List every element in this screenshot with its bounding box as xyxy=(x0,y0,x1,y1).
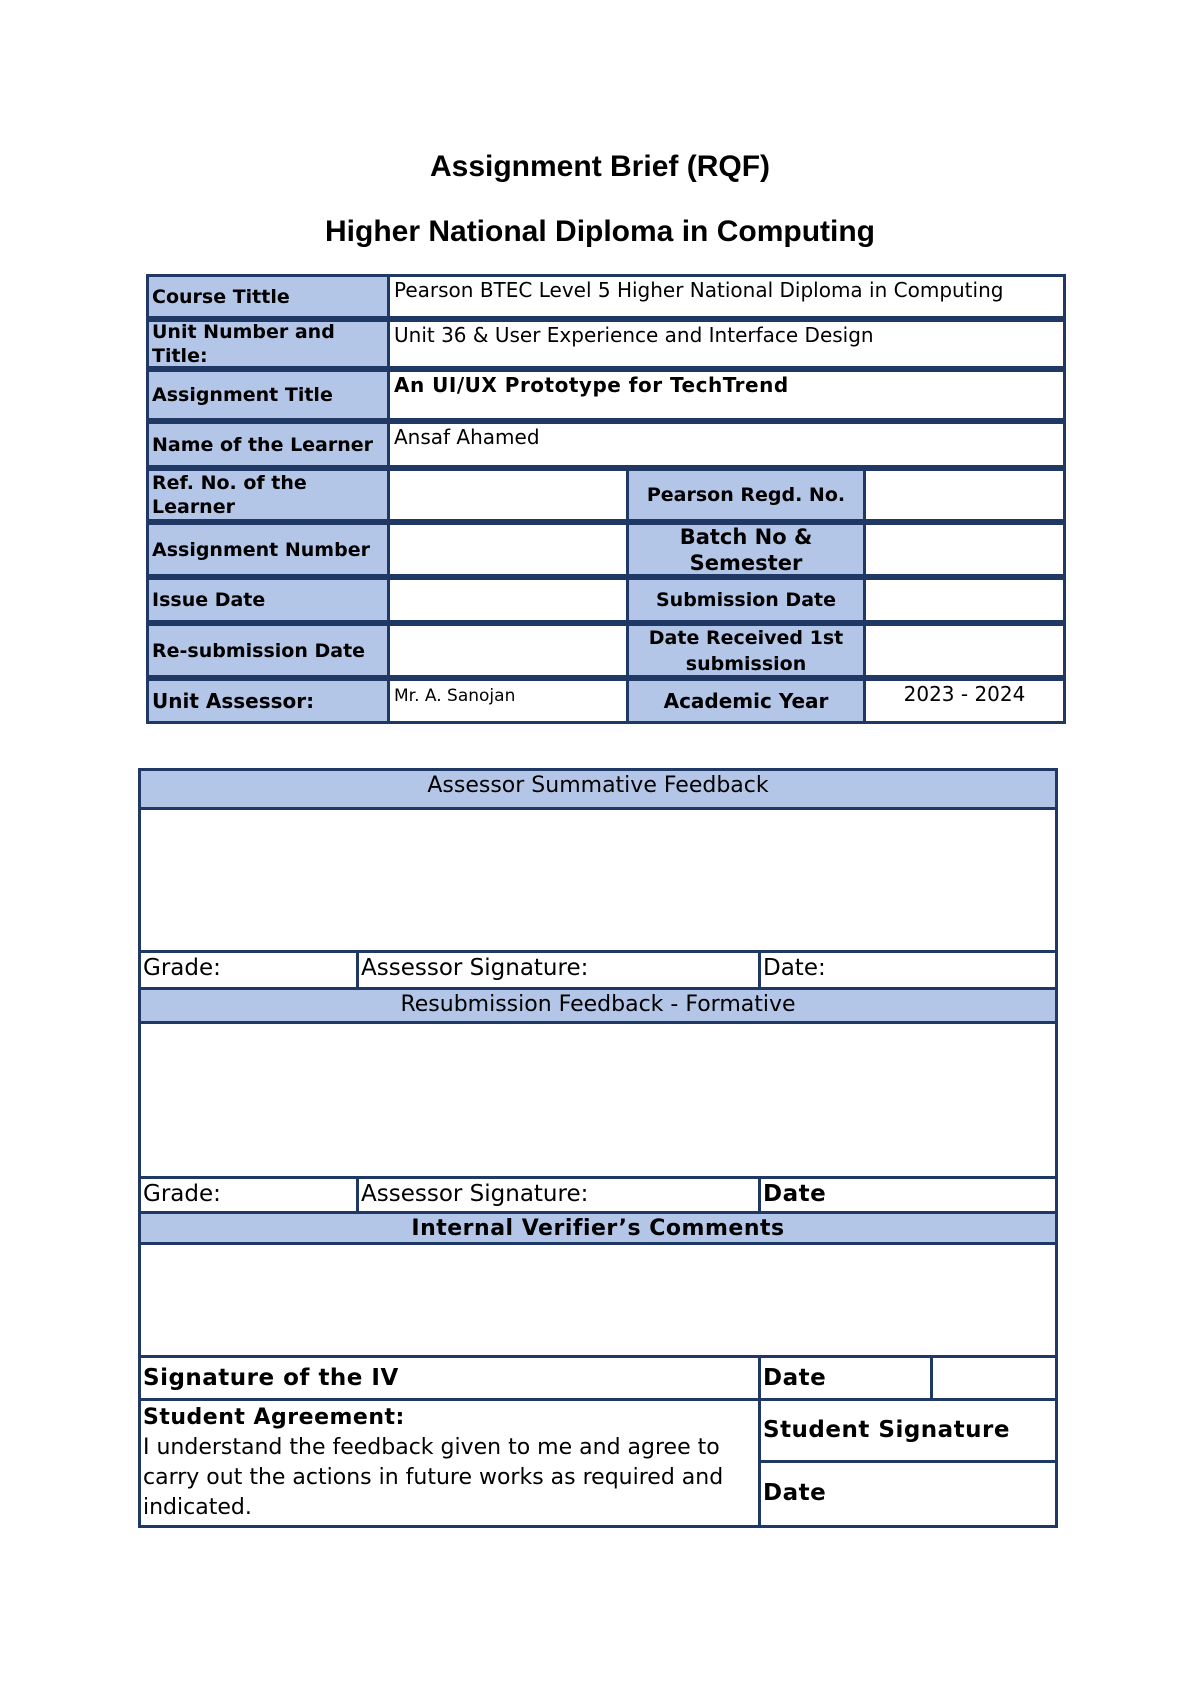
date-received-label: Date Received 1st submission xyxy=(626,623,866,678)
assignment-number-label: Assignment Number xyxy=(146,522,390,577)
student-date-label: Date xyxy=(758,1460,1058,1528)
pearson-regd-label: Pearson Regd. No. xyxy=(626,468,866,522)
assignment-title-value: An UI/UX Prototype for TechTrend xyxy=(387,369,1066,421)
iv-signature-label: Signature of the IV xyxy=(138,1355,761,1401)
resubmission-feedback-header: Resubmission Feedback - Formative xyxy=(138,987,1058,1024)
unit-label: Unit Number and Title: xyxy=(146,319,390,369)
summative-feedback-area[interactable] xyxy=(138,807,1058,953)
resubmission-date-value[interactable] xyxy=(387,623,629,678)
unit-assessor-label: Unit Assessor: xyxy=(146,678,390,724)
ref-no-label: Ref. No. of the Learner xyxy=(146,468,390,522)
iv-date-value[interactable] xyxy=(930,1355,1058,1401)
batch-value[interactable] xyxy=(863,522,1066,577)
unit-value: Unit 36 & User Experience and Interface Design xyxy=(387,319,1066,369)
academic-year-label: Academic Year xyxy=(626,678,866,724)
resubmission-date-label: Date xyxy=(758,1176,1058,1214)
iv-comments-area[interactable] xyxy=(138,1242,1058,1358)
iv-comments-header: Internal Verifier’s Comments xyxy=(138,1211,1058,1245)
issue-date-value[interactable] xyxy=(387,577,629,623)
iv-date-label: Date xyxy=(758,1355,933,1401)
assignment-number-value[interactable] xyxy=(387,522,629,577)
document-subtitle: Higher National Diploma in Computing xyxy=(325,215,875,248)
document-title: Assignment Brief (RQF) xyxy=(429,150,771,183)
summative-feedback-header: Assessor Summative Feedback xyxy=(138,768,1058,810)
learner-name-value: Ansaf Ahamed xyxy=(387,421,1066,468)
issue-date-label: Issue Date xyxy=(146,577,390,623)
learner-name-label: Name of the Learner xyxy=(146,421,390,468)
summative-grade-label: Grade: xyxy=(138,950,359,990)
student-agreement-title: Student Agreement: xyxy=(143,1405,405,1430)
submission-date-value[interactable] xyxy=(863,577,1066,623)
student-agreement-text: I understand the feedback given to me and agree to carry out the actions in future works as required and indicated. xyxy=(143,1435,724,1520)
resubmission-date-label: Re-submission Date xyxy=(146,623,390,678)
date-received-value[interactable] xyxy=(863,623,1066,678)
unit-assessor-value: Mr. A. Sanojan xyxy=(387,678,629,724)
course-title-value: Pearson BTEC Level 5 Higher National Diploma in Computing xyxy=(387,274,1066,319)
summative-assessor-signature-label: Assessor Signature: xyxy=(356,950,761,990)
resubmission-assessor-signature-label: Assessor Signature: xyxy=(356,1176,761,1214)
ref-no-value[interactable] xyxy=(387,468,629,522)
pearson-regd-value[interactable] xyxy=(863,468,1066,522)
submission-date-label: Submission Date xyxy=(626,577,866,623)
resubmission-grade-label: Grade: xyxy=(138,1176,359,1214)
student-agreement-box xyxy=(138,1398,761,1528)
academic-year-value: 2023 - 2024 xyxy=(863,678,1066,724)
assignment-title-label: Assignment Title xyxy=(146,369,390,421)
batch-label: Batch No & Semester xyxy=(626,522,866,577)
feedback-table xyxy=(138,768,1058,1528)
course-title-label: Course Tittle xyxy=(146,274,390,319)
resubmission-feedback-area[interactable] xyxy=(138,1021,1058,1179)
summative-date-label: Date: xyxy=(758,950,1058,990)
student-signature-label: Student Signature xyxy=(758,1398,1058,1463)
